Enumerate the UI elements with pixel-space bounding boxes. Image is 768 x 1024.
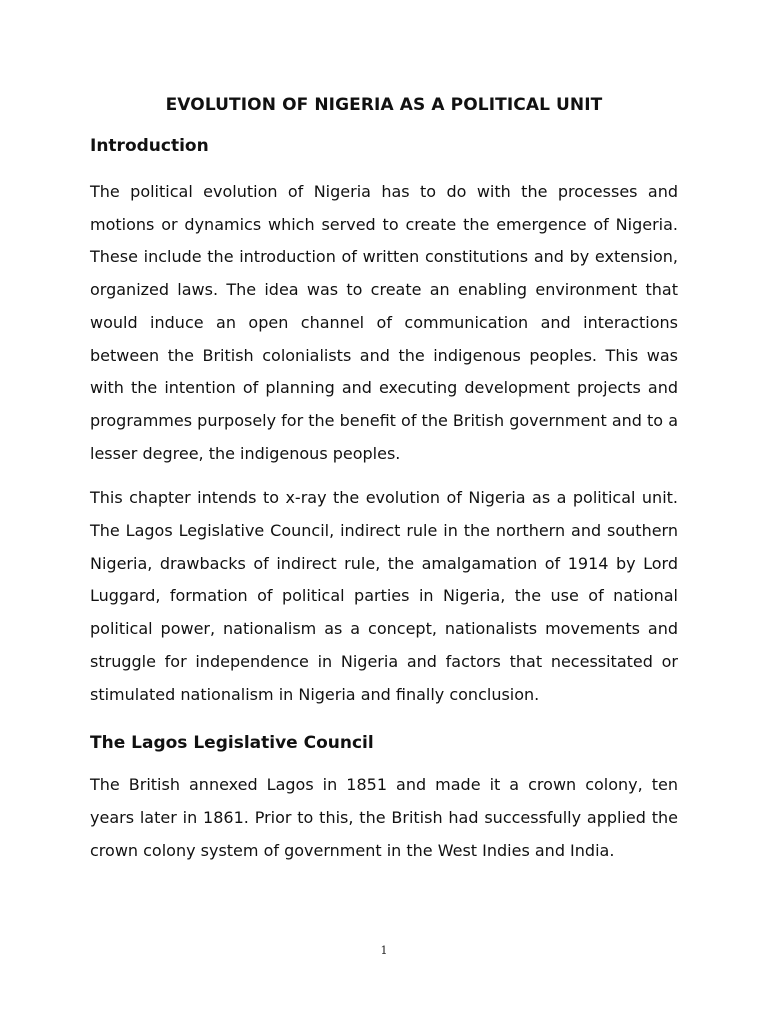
document-title: EVOLUTION OF NIGERIA AS A POLITICAL UNIT	[165, 95, 603, 115]
introduction-paragraph-1: The political evolution of Nigeria has to do with the processes and motions or dynamics which served to create the emergence of Nigeria. These include the introduction of written constitutions and by extension, organized laws. The idea was to create an enabling environment that would induce an open channel of communication and interactions between the British colonialists and the indigenous peoples. This was with the intention of planning and executing development projects and programmes purposely for the benefit of the British government and to a lesser degree, the indigenous peoples.	[90, 182, 678, 463]
page-content	[90, 90, 678, 867]
introduction-paragraph-2: This chapter intends to x-ray the evolution of Nigeria as a political unit. The Lagos Legislative Council, indirect rule in the northern and southern Nigeria, drawbacks of indirect rule, the amalgamation of 1914 by Lord Luggard, formation of political parties in Nigeria, the use of national political power, nationalism as a concept, nationalists movements and struggle for independence in Nigeria and factors that necessitated or stimulated nationalism in Nigeria and finally conclusion.	[90, 488, 678, 704]
section-heading-lagos-legislative-council: The Lagos Legislative Council	[90, 733, 374, 754]
lagos-council-paragraph-1: The British annexed Lagos in 1851 and made it a crown colony, ten years later in 1861. Prior to this, the British had successfully applied the crown colony system of government in the West Indies and India.	[90, 775, 678, 860]
section-heading-introduction: Introduction	[90, 136, 209, 156]
page-number: 1	[380, 944, 388, 957]
